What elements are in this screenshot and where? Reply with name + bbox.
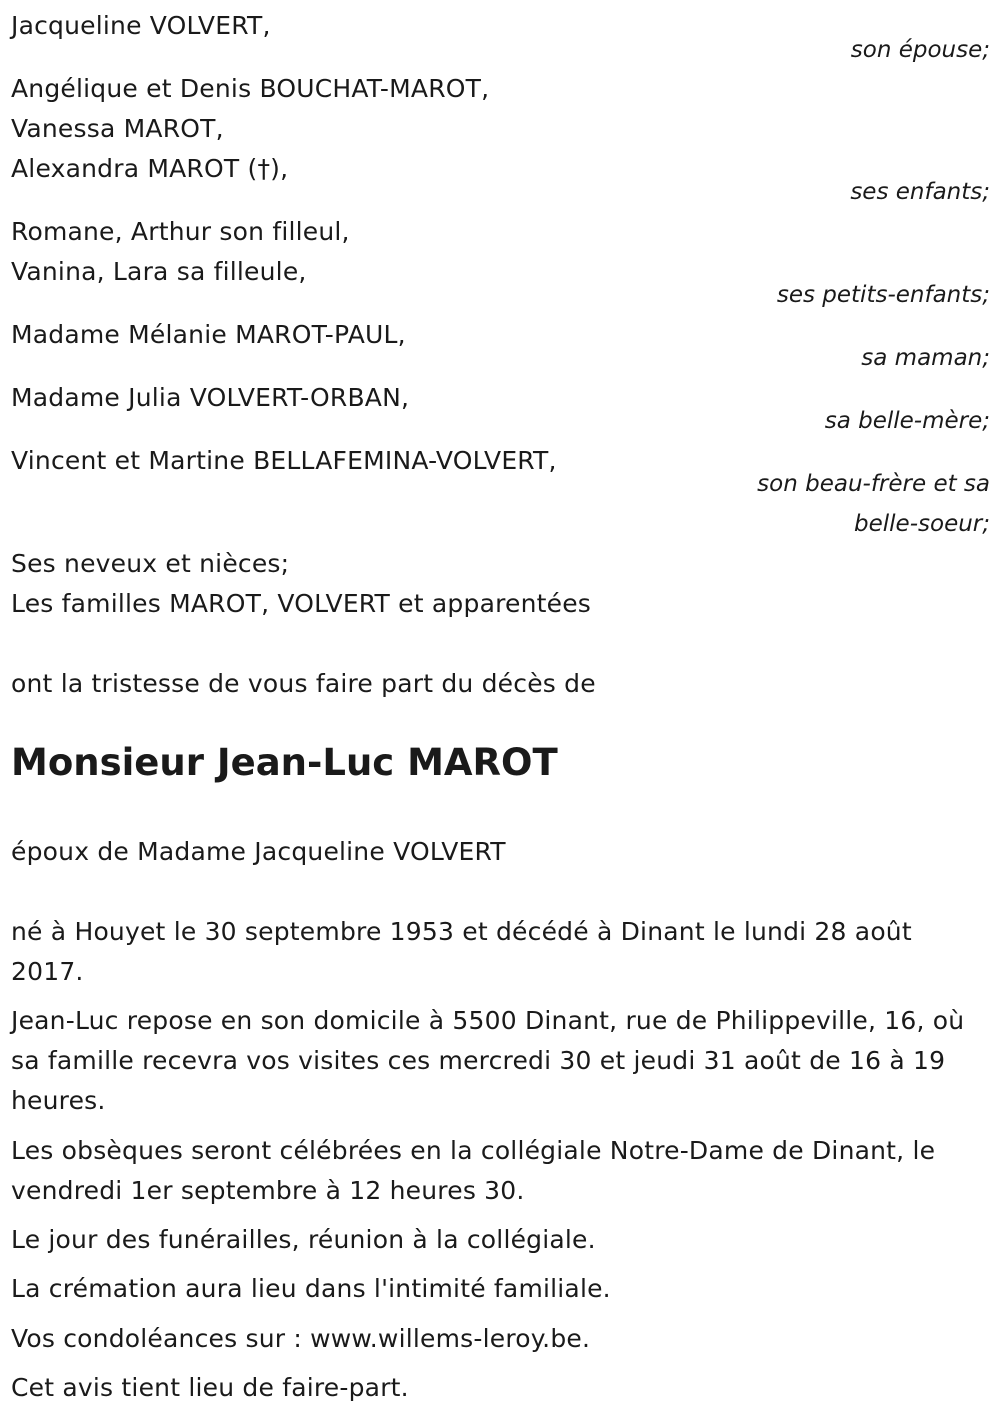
grandchild-line-2: Vanina, Lara sa filleule, (11, 257, 307, 286)
funeral-paragraph: Les obsèques seront célébrées en la collégiale Notre-Dame de Dinant, le vendredi 1er septembre à 12 heures 30. (11, 1136, 936, 1205)
mother-in-law-role: sa belle-mère; (824, 408, 990, 434)
notice-paragraph: Cet avis tient lieu de faire-part. (11, 1373, 409, 1402)
birth-death-paragraph: né à Houyet le 30 septembre 1953 et décédé à Dinant le lundi 28 août 2017. (11, 917, 912, 986)
condolences-paragraph: Vos condoléances sur : www.willems-leroy.be. (11, 1324, 591, 1353)
meeting-paragraph: Le jour des funérailles, réunion à la collégiale. (11, 1225, 596, 1254)
siblings-in-law-name: Vincent et Martine BELLAFEMINA-VOLVERT, (11, 446, 557, 475)
mother-role: sa maman; (861, 345, 990, 371)
siblings-in-law-role-1: son beau-frère et sa (757, 471, 990, 497)
families-line: Les familles MAROT, VOLVERT et apparentées (11, 589, 592, 618)
spouse-role: son épouse; (850, 37, 990, 63)
siblings-in-law-role-2: belle-soeur; (854, 511, 990, 537)
mother-name: Madame Mélanie MAROT-PAUL, (11, 320, 406, 349)
grandchildren-role: ses petits-enfants; (776, 282, 990, 308)
child-name-1: Angélique et Denis BOUCHAT-MAROT, (11, 74, 490, 103)
spouse-of-line: époux de Madame Jacqueline VOLVERT (11, 837, 506, 866)
cremation-paragraph: La crémation aura lieu dans l'intimité familiale. (11, 1274, 611, 1303)
mother-in-law-name: Madame Julia VOLVERT-ORBAN, (11, 383, 410, 412)
announcement-text: ont la tristesse de vous faire part du décès de (11, 669, 596, 698)
children-role: ses enfants; (850, 179, 990, 205)
nephews-nieces: Ses neveux et nièces; (11, 549, 290, 578)
repose-paragraph: Jean-Luc repose en son domicile à 5500 Dinant, rue de Philippeville, 16, où sa famille recevra vos visites ces mercredi 30 et jeudi 31 août de 16 à 19 heures. (11, 1006, 965, 1115)
child-name-3: Alexandra MAROT (†), (11, 154, 289, 183)
child-name-2: Vanessa MAROT, (11, 114, 224, 143)
spouse-name: Jacqueline VOLVERT, (11, 11, 271, 40)
grandchild-line-1: Romane, Arthur son filleul, (11, 217, 350, 246)
deceased-name: Monsieur Jean-Luc MAROT (11, 741, 558, 784)
